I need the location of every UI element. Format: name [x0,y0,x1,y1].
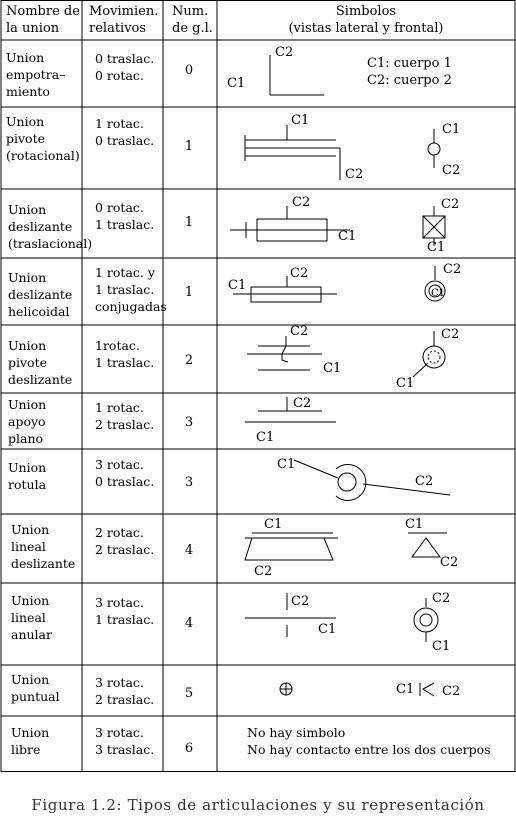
row-mov: 1 rotac. [95,116,144,131]
label-c2: C2 [440,555,459,570]
row-name: apoyo [8,414,46,429]
row-name: helicoidal [8,304,70,319]
label-c2: C2 [254,564,273,579]
row-name: Union [8,270,47,285]
row-name: deslizante [8,287,73,302]
label-c2: C2 [441,197,460,212]
row-name: Union [11,725,50,740]
header-movimien-1: Movimien. [89,4,159,19]
row-mov: 0 rotac. [95,200,144,215]
label-c1: C1 [432,639,451,654]
label-c1: C1 [396,682,415,697]
label-c1: C1 [291,113,310,128]
row-name: deslizante [11,556,76,571]
row-mov: 1rotac. [95,338,140,353]
label-c1: C1 [338,229,357,244]
libre-no-contact: No hay contacto entre los dos cuerpos [247,742,491,757]
row-gl: 1 [184,215,194,230]
label-c2: C2 [345,167,364,182]
row-name: deslizante [8,372,73,387]
row-mov: 3 traslac. [95,742,155,757]
legend-c2: C2: cuerpo 2 [367,73,452,88]
label-c2: C2 [293,396,312,411]
label-c2: C2 [442,163,461,178]
row-gl: 0 [184,63,194,78]
row-mov: 3 rotac. [95,595,144,610]
label-c1: C1 [405,517,424,532]
row-mov: 1 traslac. [95,282,155,297]
row-mov: conjugadas [95,299,167,314]
row-name: puntual [11,689,60,704]
row-name: Union [11,672,50,687]
row-name: anular [11,627,52,642]
label-c1: C1 [323,361,342,376]
row-mov: 0 traslac. [95,474,155,489]
row-mov: 0 traslac. [95,133,155,148]
figure-caption: Figura 1.2: Tipos de articulaciones y su representación [31,796,485,814]
header-simbolos-1: Simbolos [335,4,397,19]
row-gl: 4 [184,616,194,631]
label-c2: C2 [291,594,310,609]
label-c2: C2 [275,45,294,60]
row-name: Union [8,460,47,475]
label-c2: C2 [432,591,451,606]
header-movimien-2: relativos [89,21,147,36]
label-c1: C1 [256,430,275,445]
label-c2: C2 [292,195,311,210]
libre-no-symbol: No hay simbolo [247,725,346,740]
row-gl: 6 [184,741,194,756]
label-c1: C1 [277,457,296,472]
row-mov: 2 traslac. [95,542,155,557]
label-c2: C2 [441,327,460,342]
row-name: Union [8,338,47,353]
row-gl: 2 [184,353,194,368]
row-mov: 1 traslac. [95,355,155,370]
row-gl: 3 [184,475,194,490]
row-name: Union [6,114,45,129]
label-c1: C1 [264,517,283,532]
row-name: plano [8,431,44,446]
label-c2: C2 [290,324,309,339]
row-name: Union [8,397,47,412]
row-name: deslizante [8,219,73,234]
row-mov: 3 rotac. [95,725,144,740]
row-mov: 3 rotac. [95,675,144,690]
row-mov: 1 traslac. [95,612,155,627]
label-c1: C1 [442,122,461,137]
row-mov: 0 traslac. [95,51,155,66]
header-nombre-2: la union [6,21,60,36]
row-name: Union [6,50,45,65]
label-c2: C2 [415,474,434,489]
row-name: pivote [6,131,46,146]
row-mov: 1 traslac. [95,217,155,232]
row-mov: 0 rotac. [95,68,144,83]
row-mov: 2 traslac. [95,692,155,707]
row-name: Union [8,202,47,217]
label-c2: C2 [442,684,461,699]
row-name: miento [6,84,50,99]
label-c1: C1 [396,376,415,391]
row-gl: 1 [184,285,194,300]
label-c1: C1 [227,76,246,91]
label-c2: C2 [290,266,309,281]
legend-c1: C1: cuerpo 1 [367,56,452,71]
row-mov: 3 rotac. [95,457,144,472]
row-name: pivote [8,355,48,370]
row-name: (traslacional) [8,236,93,251]
label-c2: C2 [443,262,462,277]
row-name: rotula [8,477,47,492]
row-name: lineal [11,539,46,554]
row-mov: 1 rotac. [95,400,144,415]
header-num-1: Num. [172,4,209,19]
row-name: (rotacional) [6,148,80,163]
row-name: Union [11,522,50,537]
header-simbolos-2: (vistas lateral y frontal) [288,21,444,36]
row-gl: 5 [184,686,194,701]
label-c1: C1 [431,288,446,299]
header-num-2: de g.l. [172,21,213,36]
row-mov: 1 rotac. y [95,265,155,280]
label-c1: C1 [318,622,337,637]
row-name: lineal [11,610,46,625]
label-c1: C1 [427,240,446,255]
row-mov: 2 rotac. [95,525,144,540]
row-gl: 1 [184,139,194,154]
row-name: empotra– [6,67,66,82]
row-mov: 2 traslac. [95,417,155,432]
row-gl: 3 [184,415,194,430]
label-c1: C1 [228,278,247,293]
row-name: libre [11,742,41,757]
row-name: Union [11,593,50,608]
header-nombre-1: Nombre de [6,4,80,19]
row-gl: 4 [184,543,194,558]
